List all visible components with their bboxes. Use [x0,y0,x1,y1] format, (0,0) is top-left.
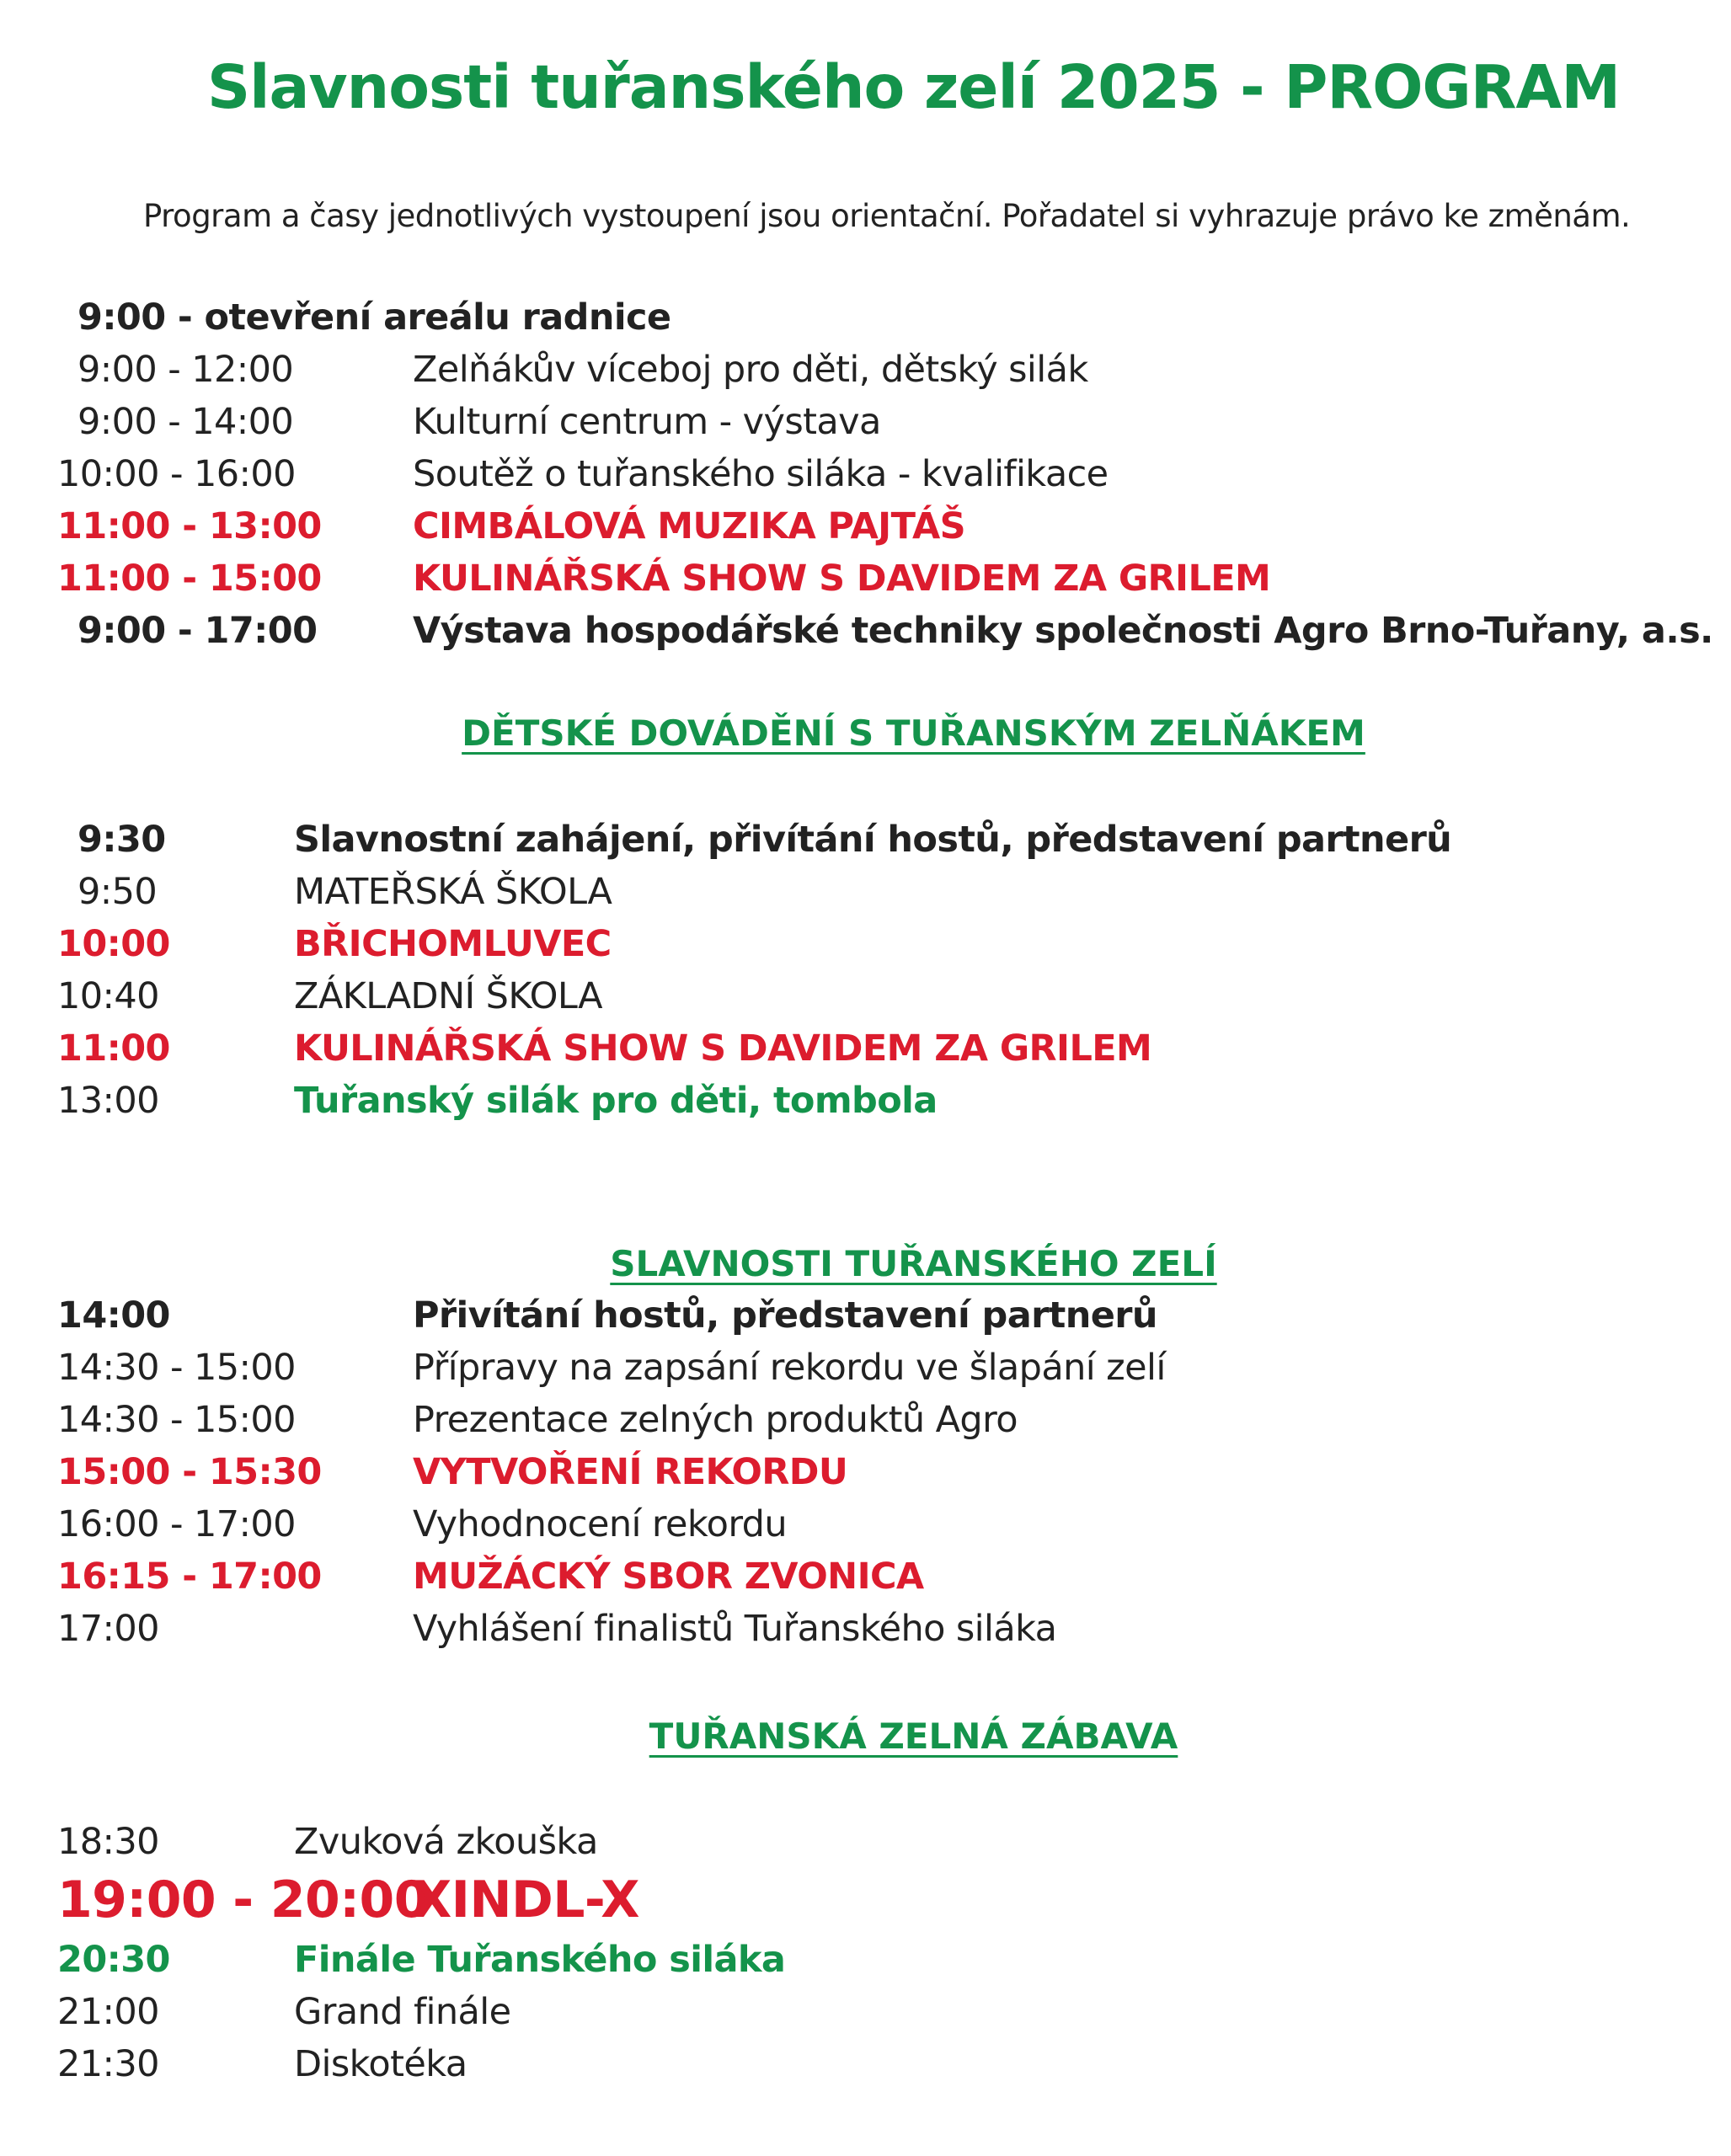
schedule-row [0,401,1731,456]
row-activity: Kulturní centrum - výstava [413,401,881,443]
row-activity: Vyhodnocení rekordu [413,1503,788,1545]
row-activity: MUŽÁCKÝ SBOR ZVONICA [413,1556,924,1598]
schedule-row [0,505,1731,561]
row-time: 21:00 [57,1991,159,2033]
row-activity: Přípravy na zapsání rekordu ve šlapání zelí [413,1347,1166,1389]
schedule-row [0,1399,1731,1454]
row-activity: Vyhlášení finalistů Tuřanského siláka [413,1608,1057,1650]
section-heading [0,1716,1731,1757]
headliner-row [0,1870,1731,1942]
row-activity: Finále Tuřanského siláka [294,1939,786,1981]
section-heading-text: TUŘANSKÁ ZELNÁ ZÁBAVA [649,1716,1178,1757]
schedule-row [0,871,1731,926]
schedule-row [0,819,1731,874]
schedule-row [0,1451,1731,1507]
row-time: 20:30 [57,1939,170,1981]
schedule-row [0,558,1731,613]
row-time: 10:00 - 16:00 [57,453,296,495]
schedule-row [0,1294,1731,1350]
row-time: 14:30 - 15:00 [57,1399,296,1441]
schedule-row [0,1991,1731,2047]
row-time: 17:00 [57,1608,159,1650]
row-activity: BŘICHOMLUVEC [294,923,612,965]
row-activity: VYTVOŘENÍ REKORDU [413,1451,848,1493]
row-activity: Zvuková zkouška [294,1821,598,1863]
schedule-row [0,1608,1731,1663]
schedule-row [0,1939,1731,1994]
row-time: 16:00 - 17:00 [57,1503,296,1545]
row-activity: Slavnostní zahájení, přivítání hostů, představení partnerů [294,819,1452,861]
section-heading-text: DĚTSKÉ DOVÁDĚNÍ S TUŘANSKÝM ZELŇÁKEM [462,712,1365,754]
row-activity: Diskotéka [294,2043,467,2085]
schedule-row [0,2043,1731,2099]
row-activity: CIMBÁLOVÁ MUZIKA PAJTÁŠ [413,505,966,547]
row-time: 9:00 - 14:00 [77,401,294,443]
row-activity: Výstava hospodářské techniky společnosti Agro Brno-Tuřany, a.s. [413,610,1713,652]
row-time: 15:00 - 15:30 [57,1451,322,1493]
row-time: 11:00 - 13:00 [57,505,322,547]
row-time: 9:50 [77,871,158,913]
schedule-row [0,1821,1731,1876]
schedule-row [0,1503,1731,1559]
row-time: 10:00 [57,923,170,965]
row-time: 9:00 - 12:00 [77,349,294,391]
page-title [0,52,1731,122]
opening-text: 9:00 - otevření areálu radnice [77,296,671,339]
row-activity: ZÁKLADNÍ ŠKOLA [294,975,603,1017]
row-activity: XINDL-X [413,1870,639,1929]
page-title-text: Slavnosti tuřanského zelí 2025 - PROGRAM [207,52,1620,122]
schedule-row [0,349,1731,404]
row-activity: Prezentace zelných produktů Agro [413,1399,1018,1441]
row-time: 21:30 [57,2043,159,2085]
disclaimer-note: Program a časy jednotlivých vystoupení jsou orientační. Pořadatel si vyhrazuje právo ke změnám. [143,198,1631,234]
row-time: 14:00 [57,1294,170,1337]
section-heading-text: SLAVNOSTI TUŘANSKÉHO ZELÍ [610,1243,1217,1284]
row-activity: Grand finále [294,1991,511,2033]
schedule-row [0,1080,1731,1135]
section-heading [0,712,1731,754]
row-activity: KULINÁŘSKÁ SHOW S DAVIDEM ZA GRILEM [294,1027,1152,1070]
schedule-row [0,610,1731,665]
row-time: 16:15 - 17:00 [57,1556,322,1598]
schedule-row [0,1347,1731,1402]
row-time: 11:00 [57,1027,170,1070]
row-time: 11:00 - 15:00 [57,558,322,600]
row-activity: Zelňákův víceboj pro děti, dětský silák [413,349,1088,391]
row-time: 13:00 [57,1080,159,1122]
row-time: 14:30 - 15:00 [57,1347,296,1389]
schedule-row [0,975,1731,1031]
schedule-row [0,1027,1731,1083]
section-heading [0,1243,1731,1284]
row-time: 9:30 [77,819,166,861]
schedule-row [0,453,1731,509]
row-time: 9:00 - 17:00 [77,610,318,652]
row-activity: Soutěž o tuřanského siláka - kvalifikace [413,453,1109,495]
schedule-row [0,923,1731,979]
schedule-row [0,1556,1731,1611]
row-time: 10:40 [57,975,159,1017]
row-activity: Tuřanský silák pro děti, tombola [294,1080,938,1122]
row-activity: MATEŘSKÁ ŠKOLA [294,871,612,913]
opening-row [0,296,1731,352]
row-activity: Přivítání hostů, představení partnerů [413,1294,1157,1337]
row-time: 18:30 [57,1821,159,1863]
row-time: 19:00 - 20:00 [57,1870,429,1929]
row-activity: KULINÁŘSKÁ SHOW S DAVIDEM ZA GRILEM [413,558,1271,600]
